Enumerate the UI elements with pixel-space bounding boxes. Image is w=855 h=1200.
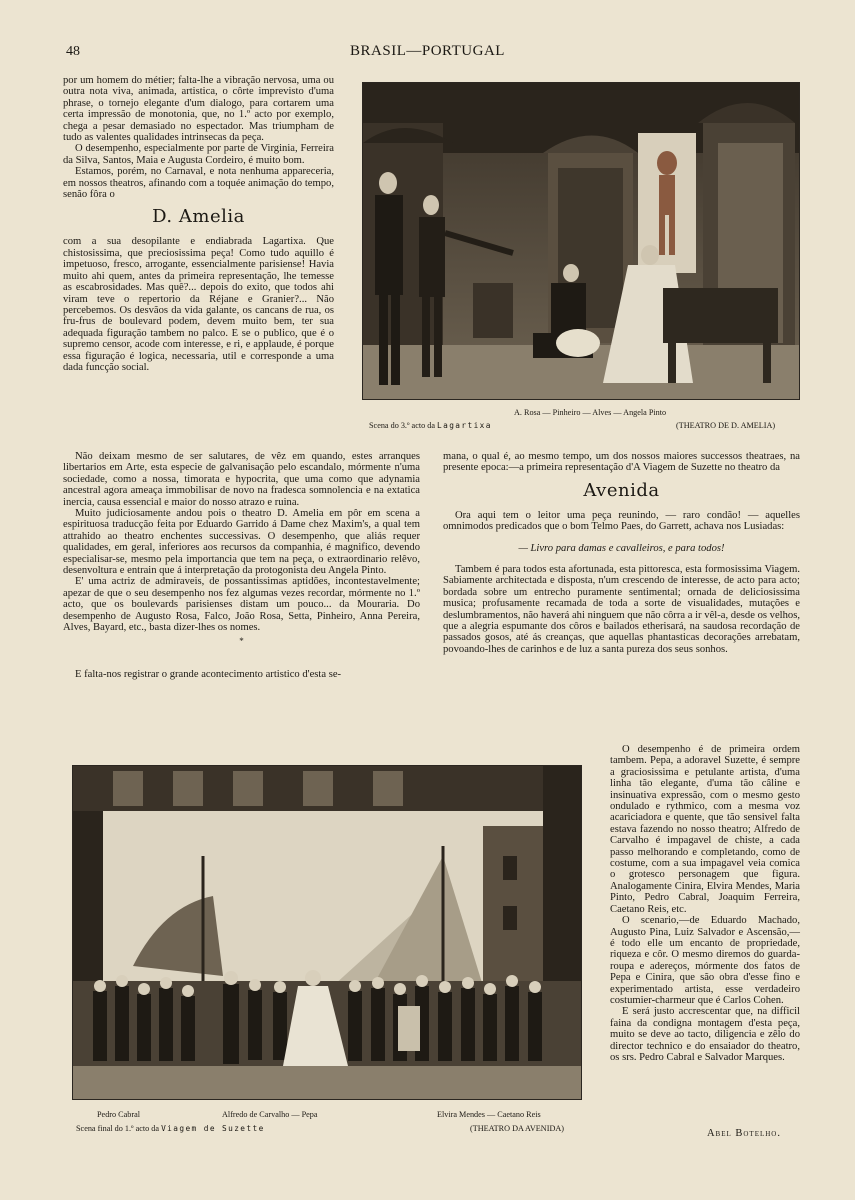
stage-photo-viagem-de-suzette bbox=[72, 765, 582, 1100]
bottom-photo-caption-scene bbox=[76, 1124, 265, 1134]
wide-paragraph-2: Muito judiciosamente andou pois o theatro D. Amelia em pôr em scena a espirituosa traducção feita por Eduardo Garrido á Dame chez Maxim's, a qual tem attrahido ao theatro enchentes successivas. O desempenho, que aliás requer qualidades, em geral, inferiores aos recursos da companhia, é magnifico, devendo especialisar-se, mesmo pela importancia que tem na peça, o extraordinario relêvo, desenvoltura e entrain que á interpretação da protogonista deu Angela Pinto. bbox=[63, 508, 420, 577]
top-photo-caption-scene-text: Scena do 3.º acto da bbox=[369, 421, 435, 430]
bottom-photo-caption-name-2: Alfredo de Carvalho — Pepa bbox=[222, 1110, 318, 1119]
section-heading-d-amelia: D. Amelia bbox=[152, 206, 245, 228]
right-paragraph-3: Tambem é para todos esta afortunada, esta pittoresca, esta formosissima Viagem. Sabiamente architectada e disposta, n'um crescendo de interesse, de acto para acto; bordada sobre um entrecho puramente sentimental; ornada de deliciosissima musica; profusamente recamada de toda a sorte de visualidades, mutações e deslumbramentos, não haverá ahi ninguem que não côrra a ir vêl-a, desde os velhos, que a alegria espumante dos côros e bailados etherisará, na saudosa recordação de passados gosos, até ás creanças, que aquellas phantasticas decorações arrebatam, povoando-lhes de carinhos e de luz a santa pureza dos seus sonhos. bbox=[443, 564, 800, 655]
wide-paragraph-3: E' uma actriz de admiraveis, de possantissimas aptidões, incontestavelmente; apezar de que o seu desempenho nos fez algumas vezes recordar, mórmente no 1.º acto, que os boulevards parisienses distam um pouco... da Mouraria. Do desempenho de Augusto Rosa, Falco, João Rosa, Setta, Pinheiro, Anna Pereira, Alves, Bayard, etc., basta dizer-lhes os nomes. bbox=[63, 576, 420, 634]
bottom-photo-caption-name-1: Pedro Cabral bbox=[97, 1110, 140, 1119]
page-number: 48 bbox=[66, 44, 80, 59]
bottom-photo-caption-theatre: (THEATRO DA AVENIDA) bbox=[470, 1124, 564, 1133]
right-paragraph-6: E será justo accrescentar que, na difficil faina da condigna montagem d'esta peça, muito se deve ao tacto, diligencia e zêlo do director technico e do ensaiador do theatro, os srs. Pedro Cabral e Salvador Marques. bbox=[610, 1006, 800, 1063]
top-photo-caption-names: A. Rosa — Pinheiro — Alves — Angela Pinto bbox=[514, 408, 667, 417]
left-paragraph-4: com a sua desopilante e endiabrada Lagartixa. Que chistosissima, que preciosissima peça! Como tudo aquillo é impetuoso, fresco, arrogante, essencialmente parisiense! Havia muito ahi quem, antes da primeira representação, lhe temesse as escabrosidades. Mas quê?... depois do exito, que todos ahi viram teve o repertorio da Réjane e Granier?... Não percebemos. Os desvãos da vida galante, os cancans de rua, os fru-frus de boulevard podem, devem muito bem, ter sua adequada figuração tambem no palco. E se o publico, que é o supremo censor, acode com interesse, e ri, e applaude, é porque essa figuração é logica, necessaria, util e corresponde a uma dada funcção social. bbox=[63, 236, 334, 373]
right-paragraph-1: mana, o qual é, ao mesmo tempo, um dos nossos maiores successos theatraes, na presente epoca:—a primeira representação d'A Viagem de Suzette no theatro da bbox=[443, 451, 800, 474]
right-paragraph-5: O scenario,—de Eduardo Machado, Augusto Pina, Luiz Salvador e Ascensão,—é todo elle um encanto de propriedade, riqueza e côr. O mesmo diremos do guarda-roupa e adereços, mórmente dos fatos de Pepa e Cinira, que são obra d'esse fino e experimentado artista, esse verdadeiro costumier-charmeur que é Carlos Cohen. bbox=[610, 915, 800, 1006]
stage-photo-lagartixa bbox=[362, 82, 800, 400]
top-photo-caption-scene bbox=[369, 421, 492, 431]
stage-photo-lagartixa-image bbox=[363, 83, 799, 399]
left-column bbox=[63, 75, 334, 373]
wide-paragraph-4: E falta-nos registrar o grande acontecimento artistico d'esta se- bbox=[75, 668, 342, 680]
left-paragraph-1: por um homem do métier; falta-lhe a vibração nervosa, uma ou outra nota viva, animada, artistica, o côrte imprevisto d'uma phrase, o tornejo elegante d'um dialogo, para cortarem uma certa impressão de monotonia, que, no 1.º acto por exemplo, chega a pesar demasiado no espectador. Mas triumpham de tudo as valentes qualidades intrinsecas da peça. bbox=[63, 75, 334, 144]
quote-line: — Livro para damas e cavalleiros, e para todos! bbox=[518, 542, 725, 554]
bottom-photo-caption-play-title: Viagem de Suzette bbox=[161, 1124, 265, 1133]
section-heading-avenida: Avenida bbox=[583, 479, 660, 501]
right-column bbox=[443, 451, 800, 655]
top-photo-caption-play-title: Lagartixa bbox=[437, 421, 492, 430]
running-title: BRASIL—PORTUGAL bbox=[350, 43, 505, 59]
author-signature: Abel Botelho. bbox=[706, 1128, 781, 1139]
wide-text-column bbox=[63, 451, 420, 680]
bottom-photo-caption-scene-text: Scena final do 1.º acto da bbox=[76, 1124, 160, 1133]
stage-photo-viagem-de-suzette-image bbox=[73, 766, 581, 1099]
left-paragraph-2: O desempenho, especialmente por parte de Virginia, Ferreira da Silva, Santos, Maia e Augusta Cordeiro, é muito bom. bbox=[63, 143, 334, 166]
left-paragraph-3: Estamos, porém, no Carnaval, e nota nenhuma appareceria, em nossos theatros, afinando com a toquée animação do tempo, senão fôra o bbox=[63, 166, 334, 201]
top-photo-caption-theatre: (THEATRO DE D. AMELIA) bbox=[676, 421, 776, 430]
bottom-photo-caption-name-3: Elvira Mendes — Caetano Reis bbox=[437, 1110, 541, 1119]
right-paragraph-4: O desempenho é de primeira ordem tambem. Pepa, a adoravel Suzette, é sempre a graciosissima e petulante artista, d'uma linha tão elegante, d'uma tão câline e insinuativa expressão, com o mesmo gesto ondulado e rythmico, com a mesma voz acariciadora e quente, que tão sensivel falta estava fazendo no nosso theatro; Alfredo de Carvalho é impagavel de chiste, a cada passo melhorando e completando, como de costume, com a sua impagavel veia comica o grotesco personagem que figura. Analogamente Cinira, Elvira Mendes, Maria Pinto, Pedro Cabral, Joaquim Ferreira, Caetano Reis, etc. bbox=[610, 744, 800, 915]
wide-paragraph-1: Não deixam mesmo de ser salutares, de vêz em quando, estes arranques libertarios em Arte, esta especie de galvanisação pelo escandalo, mórmente n'uma sociedade, como a nossa, timorata e hypocrita, que uma como que adynamia ancestral agora ameaça immobilisar de novo na fradesca somnolencia e na extatica inercia, causa essencial e maior do nosso atrazo e ruina. bbox=[63, 451, 420, 508]
right-column-narrow bbox=[610, 744, 800, 1063]
right-paragraph-2: Ora aqui tem o leitor uma peça reunindo, — raro condão! — aquelles omnimodos predicados que o bom Telmo Paes, do Garrett, achava nos Lusiadas: bbox=[443, 509, 800, 533]
section-separator-star: * bbox=[239, 635, 244, 646]
